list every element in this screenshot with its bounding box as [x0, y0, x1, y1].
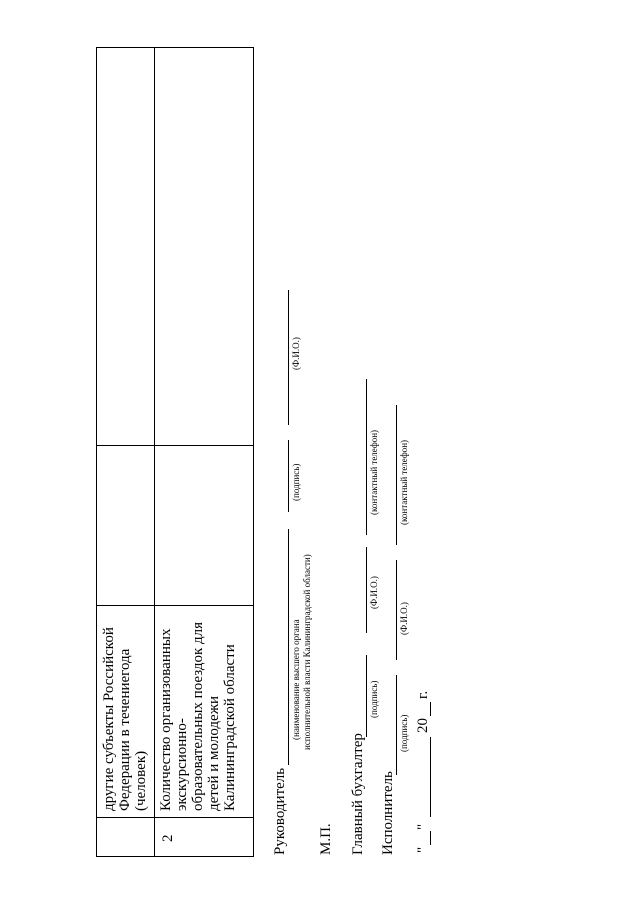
- chief-fio-caption: (Ф.И.О.): [369, 576, 379, 609]
- row-divider: [154, 48, 155, 856]
- executor-signature-caption: (подпись): [399, 714, 409, 752]
- head-fio-line: [288, 290, 289, 425]
- head-organ-line: [288, 529, 289, 765]
- executor-fio-caption: (Ф.И.О.): [399, 602, 409, 635]
- data-table: [96, 47, 254, 857]
- row2-label-line1: Количество организованных: [158, 628, 174, 811]
- row2-label-line2: экскурсионно-: [174, 718, 190, 811]
- date-quote-close: ": [415, 823, 431, 830]
- executor-signature-line: [396, 675, 397, 775]
- date-day-line: [430, 831, 431, 845]
- row2-label-line5: Калининградской области: [222, 644, 238, 811]
- date-year-prefix: 20: [415, 718, 431, 733]
- chief-fio-line: [366, 547, 367, 633]
- chief-signature-caption: (подпись): [369, 680, 379, 718]
- head-caption-2: исполнительной власти Калининградской области): [302, 554, 312, 750]
- date-month-line: [430, 737, 431, 817]
- col-divider-2: [97, 605, 253, 606]
- row2-label-line4: детей и молодежи: [206, 695, 222, 811]
- executor-phone-caption: (контактный телефон): [399, 439, 409, 525]
- date-year-suffix: г.: [415, 690, 431, 699]
- head-label: Руководитель: [272, 767, 288, 855]
- head-signature-line: [288, 440, 289, 512]
- chief-phone-line: [366, 379, 367, 535]
- row2-label-line3: образовательных поездок для: [190, 621, 206, 811]
- executor-fio-line: [396, 560, 397, 660]
- stamp-label: М.П.: [318, 823, 334, 855]
- chief-signature-line: [366, 655, 367, 737]
- date-quote-open: ": [415, 846, 431, 853]
- head-caption-1: (наименование высшего органа: [291, 619, 301, 740]
- executor-phone-line: [396, 405, 397, 545]
- col-divider-1: [97, 817, 253, 818]
- row2-number: 2: [160, 834, 176, 842]
- col-divider-3: [97, 445, 253, 446]
- row1-label-line1: другие субъекты Российской: [101, 627, 117, 811]
- chief-phone-caption: (контактный телефон): [369, 429, 379, 515]
- row1-label-line3: (человек): [133, 750, 149, 811]
- executor-label: Исполнитель: [380, 771, 396, 855]
- row1-label-line2: Федерации в течениегода: [117, 648, 133, 811]
- head-signature-caption: (подпись): [291, 463, 301, 501]
- date-year-line: [430, 702, 431, 716]
- chief-accountant-label: Главный бухгалтер: [350, 733, 366, 855]
- head-fio-caption: (Ф.И.О.): [291, 337, 301, 370]
